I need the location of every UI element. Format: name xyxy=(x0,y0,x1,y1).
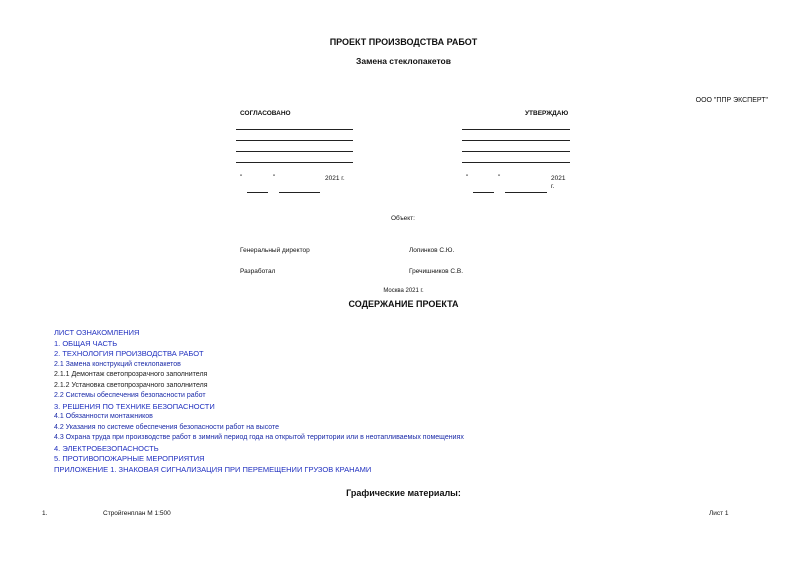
signature-line xyxy=(236,140,353,141)
date-month-line xyxy=(505,192,547,193)
toc-item[interactable]: 2.1.2 Установка светопрозрачного заполнителя xyxy=(54,381,208,389)
toc-item[interactable]: 2.2 Системы обеспечения безопасности работ xyxy=(54,392,206,399)
signature-line xyxy=(236,162,353,163)
contents-heading: СОДЕРЖАНИЕ ПРОЕКТА xyxy=(348,299,459,309)
toc-item[interactable]: 5. ПРОТИВОПОЖАРНЫЕ МЕРОПРИЯТИЯ xyxy=(54,454,205,463)
signature-role-director: Генеральный директор xyxy=(240,247,310,254)
graphics-row-sheet: Лист 1 xyxy=(709,510,729,517)
graphics-heading: Графические материалы: xyxy=(346,488,461,498)
date-year: 2021 г. xyxy=(325,175,345,182)
date-quote: " xyxy=(273,174,276,181)
graphics-row-number: 1. xyxy=(42,510,48,517)
date-quote: " xyxy=(240,174,243,181)
object-label: Объект: xyxy=(391,215,415,222)
signature-name-developer: Гречишников С.В. xyxy=(409,268,464,275)
date-day-line xyxy=(247,192,268,193)
toc-item[interactable]: 4. ЭЛЕКТРОБЕЗОПАСНОСТЬ xyxy=(54,443,159,453)
date-month-line xyxy=(279,192,320,193)
toc-item[interactable]: 2. ТЕХНОЛОГИЯ ПРОИЗВОДСТВА РАБОТ xyxy=(54,349,204,358)
document-subtitle: Замена стеклопакетов xyxy=(356,56,451,66)
date-day-line xyxy=(473,192,494,193)
toc-item[interactable]: ПРИЛОЖЕНИЕ 1. ЗНАКОВАЯ СИГНАЛИЗАЦИЯ ПРИ ПЕРЕМЕЩЕНИИ ГРУЗОВ КРАНАМИ xyxy=(54,464,372,474)
signature-line xyxy=(462,151,570,152)
toc-item[interactable]: ЛИСТ ОЗНАКОМЛЕНИЯ xyxy=(54,328,140,337)
date-year-suffix: г. xyxy=(551,183,555,190)
toc-item[interactable]: 4.2 Указания по системе обеспечения безопасности работ на высоте xyxy=(54,423,280,431)
company-name: ООО "ППР ЭКСПЕРТ" xyxy=(695,97,768,104)
toc-item[interactable]: 1. ОБЩАЯ ЧАСТЬ xyxy=(54,338,118,348)
date-year: 2021 xyxy=(551,175,566,182)
signature-role-developer: Разработал xyxy=(240,268,276,275)
document-title: ПРОЕКТ ПРОИЗВОДСТВА РАБОТ xyxy=(329,37,478,47)
signature-line xyxy=(462,140,570,141)
signature-line xyxy=(462,162,570,163)
toc-item[interactable]: 4.1 Обязанности монтажников xyxy=(54,413,153,420)
signature-line xyxy=(462,129,570,130)
signature-name-director: Лопинков С.Ю. xyxy=(409,247,455,254)
toc-item[interactable]: 2.1.1 Демонтаж светопрозрачного заполнителя xyxy=(54,371,208,378)
toc-item[interactable]: 4.3 Охрана труда при производстве работ в зимний период года на открытой территории или в неотапливаемых помещениях xyxy=(54,434,464,441)
approval-right-label: УТВЕРЖДАЮ xyxy=(525,110,569,117)
approval-left-label: СОГЛАСОВАНО xyxy=(240,110,291,117)
table-of-contents xyxy=(54,328,464,475)
date-quote: " xyxy=(498,174,501,181)
toc-item[interactable]: 2.1 Замена конструкций стеклопакетов xyxy=(54,360,181,368)
toc-item[interactable]: 3. РЕШЕНИЯ ПО ТЕХНИКЕ БЕЗОПАСНОСТИ xyxy=(54,401,215,411)
date-quote: " xyxy=(466,174,469,181)
signature-line xyxy=(236,151,353,152)
signature-line xyxy=(236,129,353,130)
city-year: Москва 2021 г. xyxy=(383,288,424,294)
graphics-row-name: Стройгенплан М 1:500 xyxy=(103,510,171,517)
